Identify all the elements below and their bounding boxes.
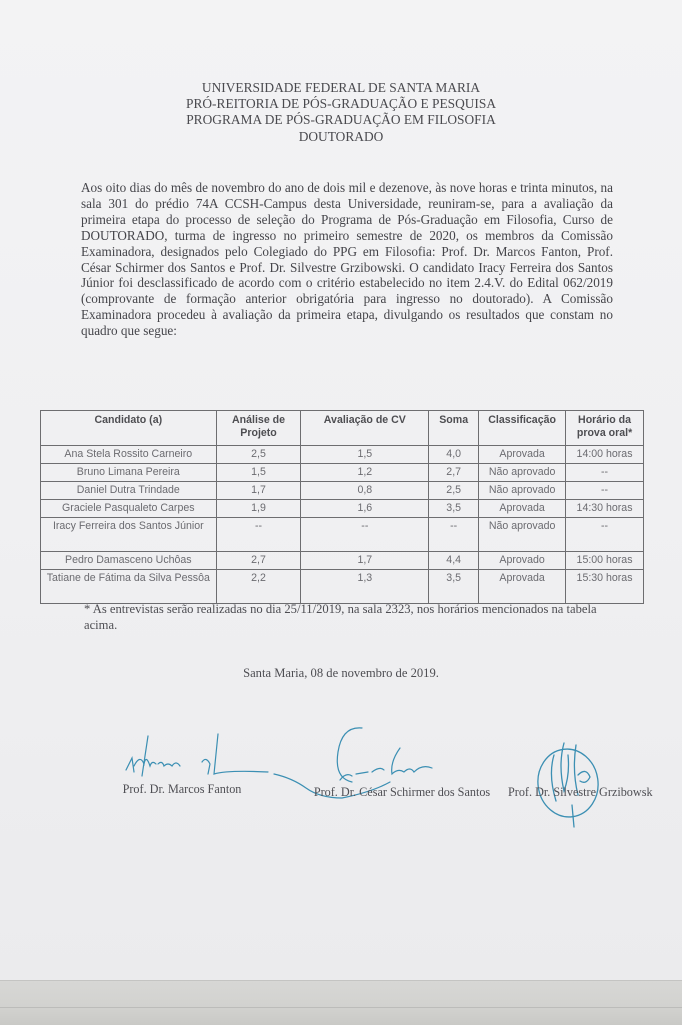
program-name: PROGRAMA DE PÓS-GRADUAÇÃO EM FILOSOFIA [186,112,496,128]
cell-candidate: Iracy Ferreira dos Santos Júnior [41,518,217,552]
cell-candidate: Graciele Pasqualeto Carpes [41,500,217,518]
signatory-name-1: Prof. Dr. Marcos Fanton [122,782,242,796]
page-bottom-edge [0,980,682,1025]
cell-project-analysis: 2,5 [216,446,301,464]
cell-oral-exam-time: 14:00 horas [566,446,644,464]
footnote: * As entrevistas serão realizadas no dia 25/11/2019, na sala 2323, nos horários mencionados na tabela acima. [84,602,597,632]
course-level: DOUTORADO [298,128,384,144]
cell-project-analysis: 1,7 [216,482,301,500]
signature-icon [118,730,278,790]
cell-sum: 4,0 [429,446,479,464]
table-row [41,570,644,604]
cell-cv-evaluation: 1,6 [301,500,429,518]
document-header [140,80,542,145]
header-classification: Classificação [479,411,566,446]
cell-classification: Não aprovado [479,464,566,482]
cell-project-analysis: 2,7 [216,552,301,570]
table-row [41,552,644,570]
cell-sum: -- [429,518,479,552]
cell-classification: Não aprovado [479,482,566,500]
cell-project-analysis: 1,5 [216,464,301,482]
cell-sum: 3,5 [429,570,479,604]
cell-classification: Aprovada [479,446,566,464]
header-project-analysis: Análise de Projeto [216,411,301,446]
cell-project-analysis: 2,2 [216,570,301,604]
table-row [41,500,644,518]
cell-oral-exam-time: -- [566,464,644,482]
university-name: UNIVERSIDADE FEDERAL DE SANTA MARIA [201,80,481,95]
cell-classification: Aprovada [479,500,566,518]
cell-cv-evaluation: 1,7 [301,552,429,570]
header-candidate: Candidato (a) [41,411,217,446]
cell-sum: 3,5 [429,500,479,518]
header-oral-exam-time: Horário da prova oral* [566,411,644,446]
header-cv-evaluation: Avaliação de CV [301,411,429,446]
cell-sum: 2,5 [429,482,479,500]
cell-cv-evaluation: 0,8 [301,482,429,500]
cell-sum: 4,4 [429,552,479,570]
table-header-row [41,411,644,446]
cell-candidate: Tatiane de Fátima da Silva Pessôa [41,570,217,604]
cell-oral-exam-time: -- [566,518,644,552]
cell-oral-exam-time: -- [566,482,644,500]
cell-oral-exam-time: 15:00 horas [566,552,644,570]
cell-cv-evaluation: 1,3 [301,570,429,604]
cell-project-analysis: -- [216,518,301,552]
signature-icon [528,735,608,830]
signature-icon [272,722,442,817]
table-row [41,518,644,552]
minutes-paragraph: Aos oito dias do mês de novembro do ano de dois mil e dezenove, às nove horas e trinta minutos, na sala 301 do prédio 74A CCSH-Campus desta Universidade, reuniram-se, para a avaliação da primeira etapa do processo de seleção do Programa de Pós-Graduação em Filosofia, Curso de DOUTORADO, turma de ingresso no primeiro semestre de 2020, os membros da Comissão Examinadora, designados pelo Colegiado do PPG em Filosofia: Prof. Dr. Marcos Fanton, Prof. César Schirmer dos Santos e Prof. Dr. Silvestre Grzibowski. O candidato Iracy Ferreira dos Santos Júnior foi desclassificado de acordo com o critério estabelecido no item 2.4.V. do Edital 062/2019 (comprovante de formação anterior obrigatória para ingresso no doutorado). A Comissão Examinadora procedeu à avaliação da primeira etapa, divulgando os resultados que constam no quadro que segue: [81,180,613,339]
cell-oral-exam-time: 15:30 horas [566,570,644,604]
cell-oral-exam-time: 14:30 horas [566,500,644,518]
signatory-name-2: Prof. Dr. César Schirmer dos Santos [313,785,491,799]
pro-rectorate-name: PRÓ-REITORIA DE PÓS-GRADUAÇÃO E PESQUISA [186,96,496,112]
header-sum: Soma [429,411,479,446]
signatory-name-3: Prof. Dr. Silvestre Grzibowsk [508,785,653,799]
cell-cv-evaluation: 1,2 [301,464,429,482]
cell-sum: 2,7 [429,464,479,482]
cell-candidate: Ana Stela Rossito Carneiro [41,446,217,464]
cell-classification: Aprovado [479,552,566,570]
table-row [41,464,644,482]
cell-candidate: Daniel Dutra Trindade [41,482,217,500]
cell-cv-evaluation: -- [301,518,429,552]
cell-candidate: Pedro Damasceno Uchôas [41,552,217,570]
place-and-date: Santa Maria, 08 de novembro de 2019. [243,666,439,680]
table-row [41,446,644,464]
results-table [40,410,644,604]
cell-candidate: Bruno Limana Pereira [41,464,217,482]
cell-project-analysis: 1,9 [216,500,301,518]
cell-classification: Aprovada [479,570,566,604]
table-row [41,482,644,500]
cell-cv-evaluation: 1,5 [301,446,429,464]
cell-classification: Não aprovado [479,518,566,552]
